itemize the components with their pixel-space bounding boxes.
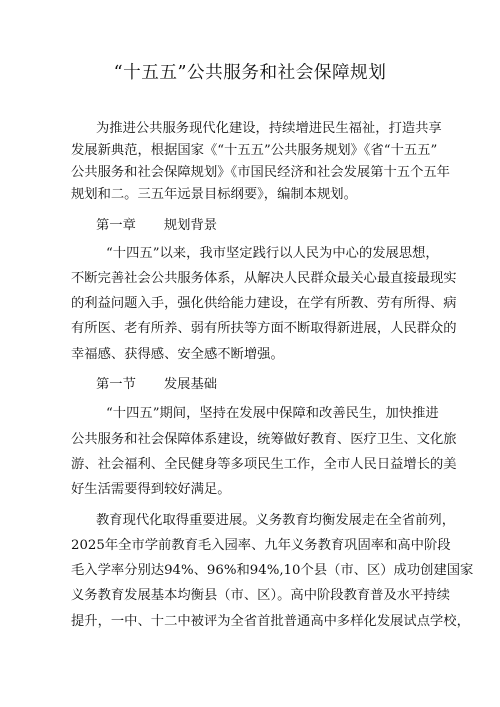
section-title: 发展基础	[163, 377, 218, 392]
intro-line: 为推进公共服务现代化建设，持续增进民生福祉，打造共享	[96, 121, 442, 136]
intro-line: 公共服务和社会保障规划》《市国民经济和社会发展第十五个五年	[71, 165, 450, 180]
chapter-number: 第一章	[96, 218, 136, 233]
education-paragraph-line: 义务教育发展基本均衡县（市、区）。高中阶段教育普及水平持续	[71, 588, 450, 603]
education-paragraph-line: 2025年全市学前教育毛入园率、九年义务教育巩固率和高中阶段	[71, 538, 451, 553]
chapter-paragraph-line: “十四五”以来，我市坚定践行以人民为中心的发展思想，	[106, 246, 439, 261]
section-paragraph-line: 好生活需要得到较好满足。	[71, 482, 231, 497]
intro-line: 规划和二。三五年远景目标纲要》，编制本规划。	[71, 187, 357, 202]
education-paragraph-line: 教育现代化取得重要进展。义务教育均衡发展走在全省前列，	[96, 513, 456, 528]
section-number: 第一节	[96, 377, 136, 392]
chapter-paragraph-line: 有所医、老有所养、弱有所扶等方面不断取得新进展，人民群众的	[71, 321, 457, 336]
chapter-paragraph-line: 幸福感、获得感、安全感不断增强。	[71, 347, 284, 362]
section-paragraph-line: 游、社会福利、全民健身等多项民生工作，全市人民日益增长的美	[71, 457, 457, 472]
document-title: “十五五”公共服务和社会保障规划	[113, 63, 387, 83]
chapter-paragraph-line: 不断完善社会公共服务体系，从解决人民群众最关心最直接最现实	[71, 271, 457, 286]
section-paragraph-line: 公共服务和社会保障体系建设，统筹做好教育、医疗卫生、文化旅	[71, 432, 457, 447]
chapter-paragraph-line: 的利益问题入手，强化供给能力建设，在学有所教、劳有所得、病	[71, 296, 457, 311]
education-paragraph-line: 提升，一中、十二中被评为全省首批普通高中多样化发展试点学校，	[71, 614, 470, 629]
intro-line: 发展新典范，根据国家《“十五五”公共服务规划》《省“十五五”	[71, 143, 438, 158]
section-heading	[96, 376, 217, 394]
section-paragraph-line: “十四五”期间，坚持在发展中保障和改善民生，加快推进	[106, 406, 439, 421]
chapter-title: 规划背景	[163, 218, 218, 233]
education-paragraph-line: 毛入学率分别达94%、96%和94%,10个县（市、区）成功创建国家	[71, 563, 474, 578]
chapter-heading	[96, 217, 217, 235]
